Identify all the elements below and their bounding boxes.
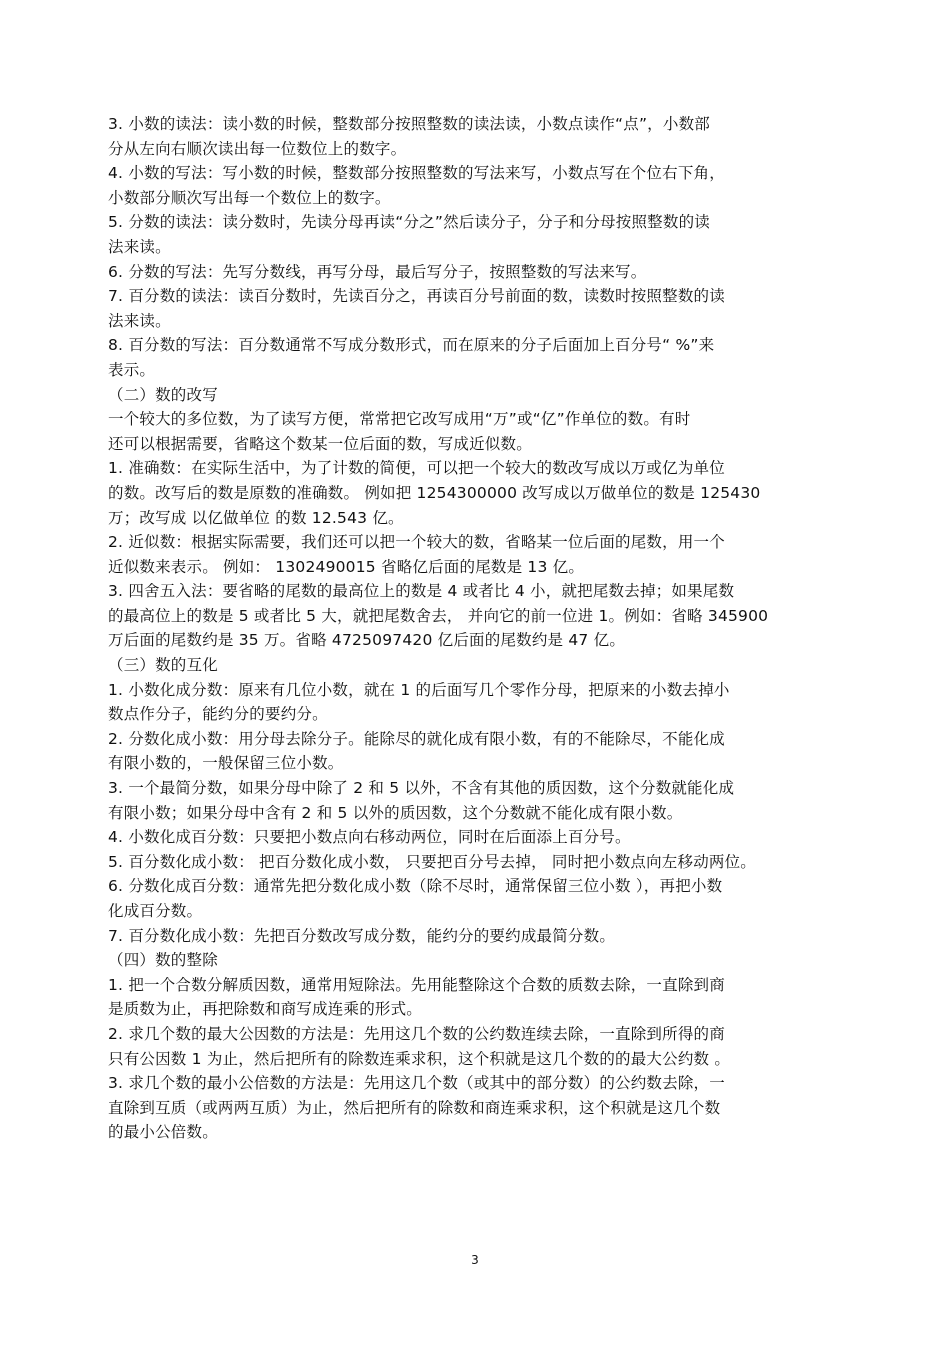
text-line: 直除到互质（或两两互质）为止，然后把所有的除数和商连乘求积，这个积就是这几个数	[108, 1098, 721, 1117]
text-line: 2. 求几个数的最大公因数的方法是：先用这几个数的公约数连续去除，一直除到所得的商	[108, 1024, 725, 1043]
text-line: 2. 近似数：根据实际需要，我们还可以把一个较大的数，省略某一位后面的尾数，用一个	[108, 533, 725, 552]
text-line: 的数。改写后的数是原数的准确数。 例如把 1254300000 改写成以万做单位的数是 125430	[108, 483, 761, 502]
text-line: 万；改写成 以亿做单位 的数 12.543 亿。	[108, 508, 404, 527]
text-line: 只有公因数 1 为止，然后把所有的除数连乘求积，这个积就是这几个数的的最大公约数 。	[108, 1049, 731, 1068]
text-line: 7. 百分数化成小数：先把百分数改写成分数，能约分的要约成最简分数。	[108, 926, 616, 945]
text-line: 6. 分数的写法：先写分数线，再写分母，最后写分子，按照整数的写法来写。	[108, 262, 647, 281]
text-line: 6. 分数化成百分数：通常先把分数化成小数（除不尽时，通常保留三位小数 ），再把小数	[108, 877, 723, 896]
page-number: 3	[471, 1253, 479, 1267]
text-line: 的最小公倍数。	[108, 1123, 218, 1142]
text-line: 3. 四舍五入法：要省略的尾数的最高位上的数是 4 或者比 4 小，就把尾数去掉；如果尾数	[108, 582, 735, 601]
text-line: 数点作分子，能约分的要约分。	[108, 705, 328, 724]
text-line: 3. 一个最简分数，如果分母中除了 2 和 5 以外，不含有其他的质因数，这个分数就能化成	[108, 779, 735, 798]
text-line: 4. 小数化成百分数：只要把小数点向右移动两位，同时在后面添上百分号。	[108, 828, 631, 847]
text-line: 表示。	[108, 360, 156, 379]
text-line: 有限小数；如果分母中含有 2 和 5 以外的质因数，这个分数就不能化成有限小数。	[108, 803, 683, 822]
text-line: 一个较大的多位数，为了读写方便，常常把它改写成用“万”或“亿”作单位的数。有时	[108, 410, 691, 429]
text-line: 5. 分数的读法：读分数时，先读分母再读“分之”然后读分子，分子和分母按照整数的读	[108, 213, 710, 232]
text-line: 法来读。	[108, 311, 171, 330]
text-line: 法来读。	[108, 237, 171, 256]
text-line: 5. 百分数化成小数： 把百分数化成小数， 只要把百分号去掉， 同时把小数点向左移动两位。	[108, 852, 756, 871]
text-line: 是质数为止，再把除数和商写成连乘的形式。	[108, 1000, 423, 1019]
text-line: 万后面的尾数约是 35 万。省略 4725097420 亿后面的尾数约是 47 亿。	[108, 631, 626, 650]
text-line: （四）数的整除	[108, 951, 218, 970]
text-line: 4. 小数的写法：写小数的时候，整数部分按照整数的写法来写，小数点写在个位右下角，	[108, 164, 725, 183]
text-line: 1. 小数化成分数：原来有几位小数，就在 1 的后面写几个零作分母，把原来的小数去掉小	[108, 680, 730, 699]
text-line: 近似数来表示。 例如： 1302490015 省略亿后面的尾数是 13 亿。	[108, 557, 585, 576]
text-line: 有限小数的，一般保留三位小数。	[108, 754, 344, 773]
text-line: 3. 求几个数的最小公倍数的方法是：先用这几个数（或其中的部分数）的公约数去除，一	[108, 1074, 725, 1093]
text-line: 2. 分数化成小数：用分母去除分子。能除尽的就化成有限小数，有的不能除尽，不能化成	[108, 729, 725, 748]
text-line: 的最高位上的数是 5 或者比 5 大，就把尾数舍去， 并向它的前一位进 1。例如：省略 345900	[108, 606, 769, 625]
text-line: 3. 小数的读法：读小数的时候，整数部分按照整数的读法读，小数点读作“点”，小数部	[108, 115, 710, 133]
text-line: （二）数的改写	[108, 385, 218, 404]
text-line: 8. 百分数的写法：百分数通常不写成分数形式，而在原来的分子后面加上百分号“ %”来	[108, 336, 715, 355]
text-line: 分从左向右顺次读出每一位数位上的数字。	[108, 139, 407, 158]
text-line: 1. 准确数：在实际生活中，为了计数的简便，可以把一个较大的数改写成以万或亿为单位	[108, 459, 725, 478]
text-line: 小数部分顺次写出每一个数位上的数字。	[108, 188, 391, 207]
text-line: 1. 把一个合数分解质因数，通常用短除法。先用能整除这个合数的质数去除，一直除到商	[108, 975, 725, 994]
text-line: 还可以根据需要，省略这个数某一位后面的数，写成近似数。	[108, 434, 532, 453]
text-line: 7. 百分数的读法：读百分数时，先读百分之，再读百分号前面的数，读数时按照整数的读	[108, 287, 725, 306]
document-body	[108, 112, 868, 1145]
text-line: （三）数的互化	[108, 656, 218, 675]
text-line: 化成百分数。	[108, 902, 203, 920]
